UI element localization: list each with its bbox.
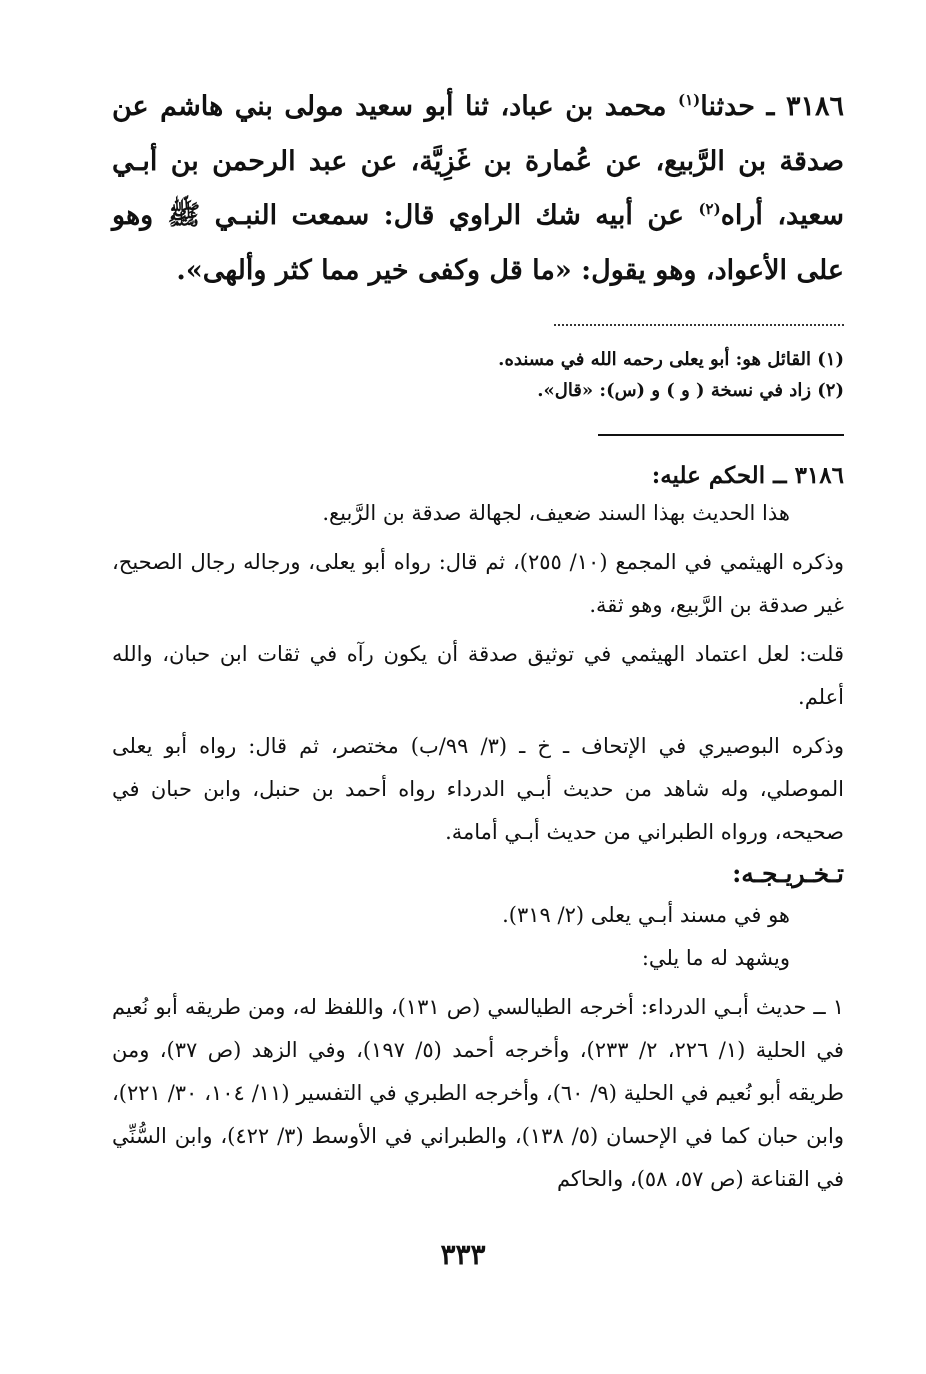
footnote-separator-dots <box>554 314 844 326</box>
footnotes <box>112 344 844 406</box>
takhrij-paragraph-2: ويشهد له ما يلي: <box>641 946 790 970</box>
hadith-text <box>112 80 844 298</box>
ruling-paragraph-4: وذكره البوصيري في الإتحاف ـ خ ـ (٣/ ٩٩/ب) مختصر، ثم قال: رواه أبو يعلى الموصلي، وله شاهد من حديث أبـي الدرداء رواه أحمد بن حنبل، وابن حبان في صحيحه، ورواه الطبراني من حديث أبـي أمامة. <box>112 734 844 844</box>
hadith-text-part-3: عن أبيه شك الراوي قال: سمعت النبـي ﷺ وهو على الأعواد، وهو يقول: «ما قل وكفى خير مما كثر وألهى». <box>112 200 844 286</box>
section-rule <box>598 434 844 436</box>
hadith-text-part-1: حدثنا <box>700 91 756 122</box>
hadith-dash: ـ <box>766 91 775 122</box>
takhrij-paragraph-3: ١ ــ حديث أبـي الدرداء: أخرجه الطيالسي (ص ١٣١)، واللفظ له، ومن طريقه أبو نُعيم في الحلية (١/ ٢٢٦، ٢/ ٢٣٣)، وأخرجه أحمد (٥/ ١٩٧)، وفي الزهد (ص ٣٧)، ومن طريقه أبو نُعيم في الحلية (٩/ ٦٠)، وأخرجه الطبري في التفسير (١١/ ١٠٤، ٣٠/ ٢٢١)، وابن حبان كما في الإحسان (٥/ ١٣٨)، والطبراني في الأوسط (٣/ ٤٢٢)، وابن السُّنِّي في القناعة (ص ٥٧، ٥٨)، والحاكم <box>112 995 844 1191</box>
ruling-paragraph-3: قلت: لعل اعتماد الهيثمي في توثيق صدقة أن يكون رآه في ثقات ابن حبان، والله أعلم. <box>112 642 844 709</box>
ruling-title: ٣١٨٦ ــ الحكم عليه: <box>651 462 844 489</box>
takhrij-title: تـخـريـجـه: <box>732 859 844 888</box>
takhrij-paragraph-1: هو في مسند أبـي يعلى (٢/ ٣١٩). <box>502 903 790 927</box>
page-number: ٣٣٣ <box>440 1238 486 1271</box>
footnote-marker-1: (١) <box>677 91 701 109</box>
footnote-1: (١) القائل هو: أبو يعلى رحمه الله في مسنده. <box>498 349 844 370</box>
footnote-marker-2: (٢) <box>698 200 721 218</box>
ruling-paragraph-2: وذكره الهيثمي في المجمع (١٠/ ٢٥٥)، ثم قال: رواه أبو يعلى، ورجاله رجال الصحيح، غير صدقة بن الرَّبيع، وهو ثقة. <box>112 550 844 617</box>
footnote-2: (٢) زاد في نسخة ( و ) و (س): «قال». <box>537 380 844 401</box>
hadith-text-part-2: محمد بن عباد، ثنا أبو سعيد مولى بني هاشم عن صدقة بن الرَّبيع، عن عُمارة بن غَزِيَّة، عن عبد الرحمن بن أبـي سعيد، أراه <box>112 91 844 231</box>
page-content <box>112 80 844 1290</box>
ruling-paragraph-1: هذا الحديث بهذا السند ضعيف، لجهالة صدقة بن الرَّبيع. <box>322 501 790 525</box>
hadith-number: ٣١٨٦ <box>785 91 844 122</box>
